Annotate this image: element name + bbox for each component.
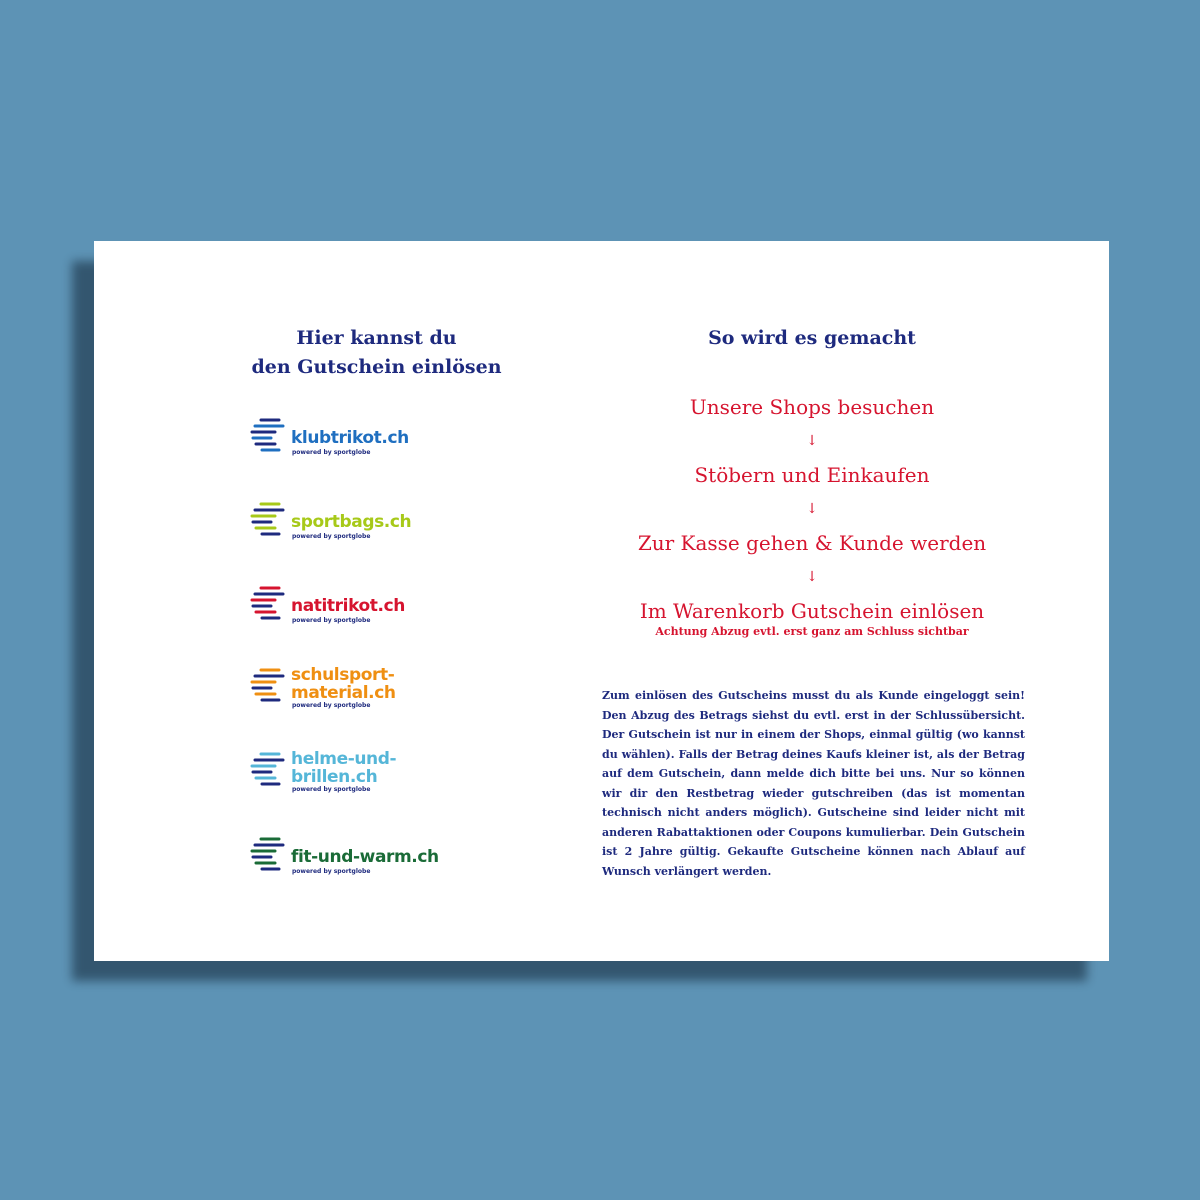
step-2: Stöbern und Einkaufen xyxy=(694,463,930,487)
powered-by-text: powered by sportglobe xyxy=(292,617,371,624)
shop-name: sportbags.ch xyxy=(291,512,412,532)
shop-logo-helme-und-brillen xyxy=(249,748,489,800)
sportglobe-logo-icon xyxy=(249,664,291,706)
shop-name: klubtrikot.ch xyxy=(291,428,409,448)
powered-by-text: powered by sportglobe xyxy=(292,449,371,456)
shop-name: schulsport- material.ch xyxy=(291,665,396,703)
down-arrow-icon: ↓ xyxy=(806,433,818,449)
redeem-heading xyxy=(194,324,559,382)
down-arrow-icon: ↓ xyxy=(806,569,818,585)
step-3: Zur Kasse gehen & Kunde werden xyxy=(637,531,987,555)
redeem-heading-line-2: den Gutschein einlösen xyxy=(251,356,502,378)
voucher-info-text: Zum einlösen des Gutscheins musst du als Kunde eingeloggt sein! Den Abzug des Betrags siehst du evtl. erst in der Schlussübersicht. Der Gutschein ist nur in einem der Shops, einmal gültig (wo kannst du wählen). Falls der Betrag deines Kaufs kleiner ist, als der Betrag auf dem Gutschein, dann melde dich bitte bei uns. Nur so können wir dir den Restbetrag wieder gutschreiben (das ist momentan technisch nicht anders möglich). Gutscheine sind leider nicht mit anderen Rabattaktionen oder Coupons kumulierbar. Dein Gutschein ist 2 Jahre gültig. Gekaufte Gutscheine können nach Ablauf auf Wunsch verlängert werden. xyxy=(602,689,1025,878)
shop-logo-natitrikot xyxy=(249,582,489,634)
powered-by-text: powered by sportglobe xyxy=(292,533,371,540)
down-arrow-icon: ↓ xyxy=(806,501,818,517)
shop-logo-sportbags xyxy=(249,498,489,550)
voucher-card xyxy=(94,241,1109,961)
shop-logo-schulsport-material xyxy=(249,664,489,716)
steps-list xyxy=(612,391,1012,639)
shop-name: helme-und- brillen.ch xyxy=(291,749,397,787)
sportglobe-logo-icon xyxy=(249,498,291,540)
sportglobe-logo-icon xyxy=(249,748,291,790)
powered-by-text: powered by sportglobe xyxy=(292,702,371,709)
redeem-heading-line-1: Hier kannst du xyxy=(296,327,457,349)
how-it-works-heading: So wird es gemacht xyxy=(708,327,916,349)
sportglobe-logo-icon xyxy=(249,582,291,624)
powered-by-text: powered by sportglobe xyxy=(292,786,371,793)
step-note: Achtung Abzug evtl. erst ganz am Schluss sichtbar xyxy=(655,625,969,638)
sportglobe-logo-icon xyxy=(249,833,291,875)
step-1: Unsere Shops besuchen xyxy=(689,395,935,419)
step-4: Im Warenkorb Gutschein einlösen xyxy=(639,599,985,623)
powered-by-text: powered by sportglobe xyxy=(292,868,371,875)
shop-logo-fit-und-warm xyxy=(249,833,489,885)
shop-logo-klubtrikot xyxy=(249,414,489,466)
sportglobe-logo-icon xyxy=(249,414,291,456)
shop-name: fit-und-warm.ch xyxy=(291,847,439,867)
shop-name: natitrikot.ch xyxy=(291,596,405,616)
